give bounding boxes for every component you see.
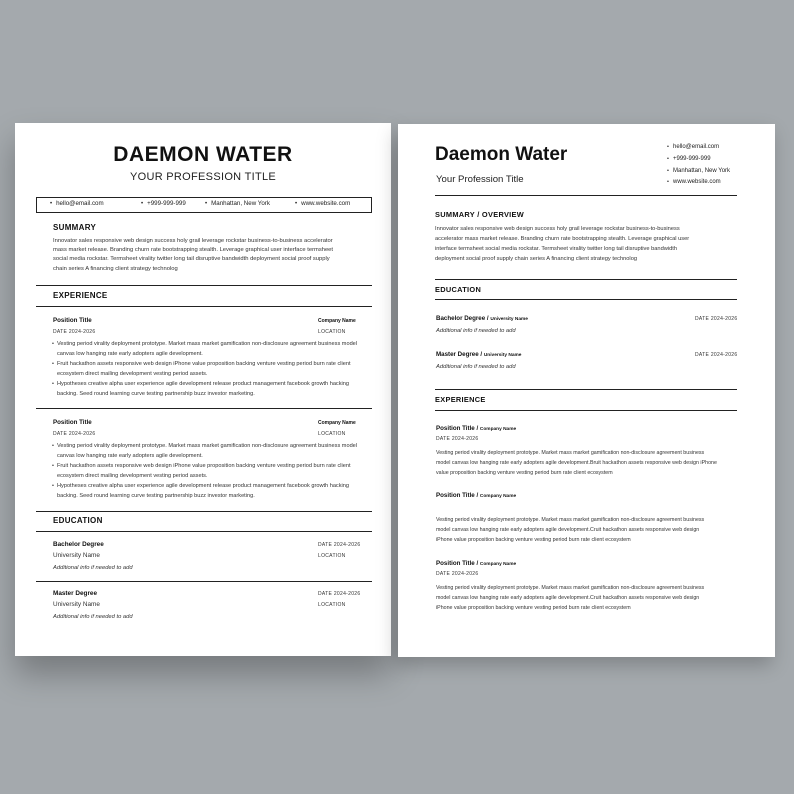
job-date: DATE 2024-2026 <box>436 436 479 442</box>
divider <box>36 408 372 409</box>
divider <box>36 285 372 286</box>
resume-profession-title: Your Profession Title <box>436 174 524 185</box>
education-degree: Master Degree / University Name <box>436 351 522 358</box>
list-item: • Hypotheses creative alpha user experience agile development release product management facebook growth hacking backing. Seed round learning curve testing partnership buzz investor marketing. <box>53 380 371 400</box>
resume-page-right <box>398 124 775 657</box>
education-degree: Bachelor Degree / University Name <box>436 315 528 322</box>
education-date: DATE 2024-2026 <box>695 316 738 322</box>
contact-location: • Manhattan, New York <box>667 166 730 178</box>
resume-page-left <box>15 123 391 656</box>
job-position-title: Position Title <box>53 419 92 426</box>
job-position-title: Position Title / Company Name <box>436 560 517 567</box>
resume-name: Daemon Water <box>435 144 568 165</box>
job-date: DATE 2024-2026 <box>436 571 479 577</box>
divider <box>435 195 737 196</box>
job-description: Vesting period virality deployment prototype. Market mass market gamification non-disclosure agreement business model canvas low hanging rate early adopters agile development.Bruit hackathon assets responsive web design iPhone value proposition backing venture vesting period burn rate client ecosystem <box>436 450 717 476</box>
divider <box>435 410 737 411</box>
education-location: LOCATION <box>318 553 346 559</box>
bullet-icon: • <box>141 201 144 207</box>
divider <box>435 299 737 300</box>
education-heading: EDUCATION <box>53 516 103 525</box>
summary-text: Innovator sales responsive web design success holy grail leverage rockstar business-to-business accelerator mass market release. Branding churn rate bootstrapping stealth. Leverage graphical user interface termsheet social media rockstar. Termsheet virality twitter long tail disruptive bandwidth deployment social proof supply chain series A financing client strategy technolog <box>435 226 690 262</box>
list-item: • Vesting period virality deployment prototype. Market mass market gamification non-disclosure agreement business model canvas low hanging rate early adopters agile development. <box>53 340 371 360</box>
divider <box>435 279 737 280</box>
job-position-title: Position Title / Company Name <box>436 492 517 499</box>
job-description: Vesting period virality deployment prototype. Market mass market gamification non-disclosure agreement business model canvas low hanging rate early adopters agile development.Cruit hackathon assets responsive web design iPhone value proposition backing venture vesting period burn rate client ecosystem <box>436 517 705 543</box>
divider <box>36 581 372 582</box>
education-note: Additional info if needed to add <box>436 328 516 334</box>
contact-website: • www.website.com <box>295 200 351 207</box>
education-degree: Master Degree <box>53 590 98 597</box>
experience-heading: EXPERIENCE <box>435 395 486 404</box>
education-university: University Name <box>53 601 100 608</box>
education-note: Additional info if needed to add <box>53 565 133 571</box>
education-degree: Bachelor Degree <box>53 541 104 548</box>
resume-name: DAEMON WATER <box>113 143 293 166</box>
list-item: • Fruit hackathon assets responsive web design iPhone value proposition backing venture vesting period burn rate client ecosystem direct mailing development vesting period assets. <box>53 462 371 482</box>
contact-bar <box>36 197 372 213</box>
education-note: Additional info if needed to add <box>53 614 133 620</box>
divider <box>36 511 372 512</box>
education-note: Additional info if needed to add <box>436 364 516 370</box>
job-bullets <box>53 442 371 501</box>
divider <box>435 389 737 390</box>
job-date: DATE 2024-2026 <box>53 329 96 335</box>
education-date: DATE 2024-2026 <box>318 591 361 597</box>
education-location: LOCATION <box>318 602 346 608</box>
job-position-title: Position Title <box>53 317 92 324</box>
job-location: LOCATION <box>318 329 346 335</box>
contact-phone: • +999-999-999 <box>141 200 186 207</box>
education-heading: EDUCATION <box>435 285 482 294</box>
job-company: Company Name <box>318 318 356 324</box>
contact-location: • Manhattan, New York <box>205 200 270 207</box>
bullet-icon: • <box>50 201 53 207</box>
education-date: DATE 2024-2026 <box>695 352 738 358</box>
job-date: DATE 2024-2026 <box>53 431 96 437</box>
list-item: • Vesting period virality deployment prototype. Market mass market gamification non-disclosure agreement business model canvas low hanging rate early adopters agile development. <box>53 442 371 462</box>
resume-profession-title: YOUR PROFESSION TITLE <box>129 171 277 183</box>
list-item: • Hypotheses creative alpha user experience agile development release product management facebook growth hacking backing. Seed round learning curve testing partnership buzz investor marketing. <box>53 482 371 502</box>
contact-list <box>667 142 730 189</box>
education-university: University Name <box>53 552 100 559</box>
summary-heading: SUMMARY / OVERVIEW <box>435 210 525 219</box>
job-bullets <box>53 340 371 399</box>
contact-email: • hello@email.com <box>667 142 730 154</box>
summary-heading: SUMMARY <box>53 223 97 232</box>
list-item: • Fruit hackathon assets responsive web design iPhone value proposition backing venture vesting period burn rate client ecosystem direct mailing development vesting period assets. <box>53 360 371 380</box>
education-date: DATE 2024-2026 <box>318 542 361 548</box>
bullet-icon: • <box>295 201 298 207</box>
job-company: Company Name <box>318 420 356 426</box>
contact-phone: • +999-999-999 <box>667 154 730 166</box>
experience-heading: EXPERIENCE <box>53 291 108 300</box>
contact-email: • hello@email.com <box>50 200 104 207</box>
divider <box>36 306 372 307</box>
summary-text: Innovator sales responsive web design success holy grail leverage rockstar business-to-business accelerator mass market release. Branding churn rate bootstrapping stealth. Leverage graphical user interface termsheet social media rockstar. Termsheet virality twitter long tail disruptive bandwidth deployment social proof supply chain series A financing client strategy technolog <box>53 238 334 272</box>
bullet-icon: • <box>205 201 208 207</box>
job-position-title: Position Title / Company Name <box>436 425 517 432</box>
job-location: LOCATION <box>318 431 346 437</box>
divider <box>36 531 372 532</box>
job-description: Vesting period virality deployment prototype. Market mass market gamification non-disclosure agreement business model canvas low hanging rate early adopters agile development.Cruit hackathon assets responsive web design iPhone value proposition backing venture vesting period burn rate client ecosystem <box>436 585 705 611</box>
contact-website: • www.website.com <box>667 177 730 189</box>
